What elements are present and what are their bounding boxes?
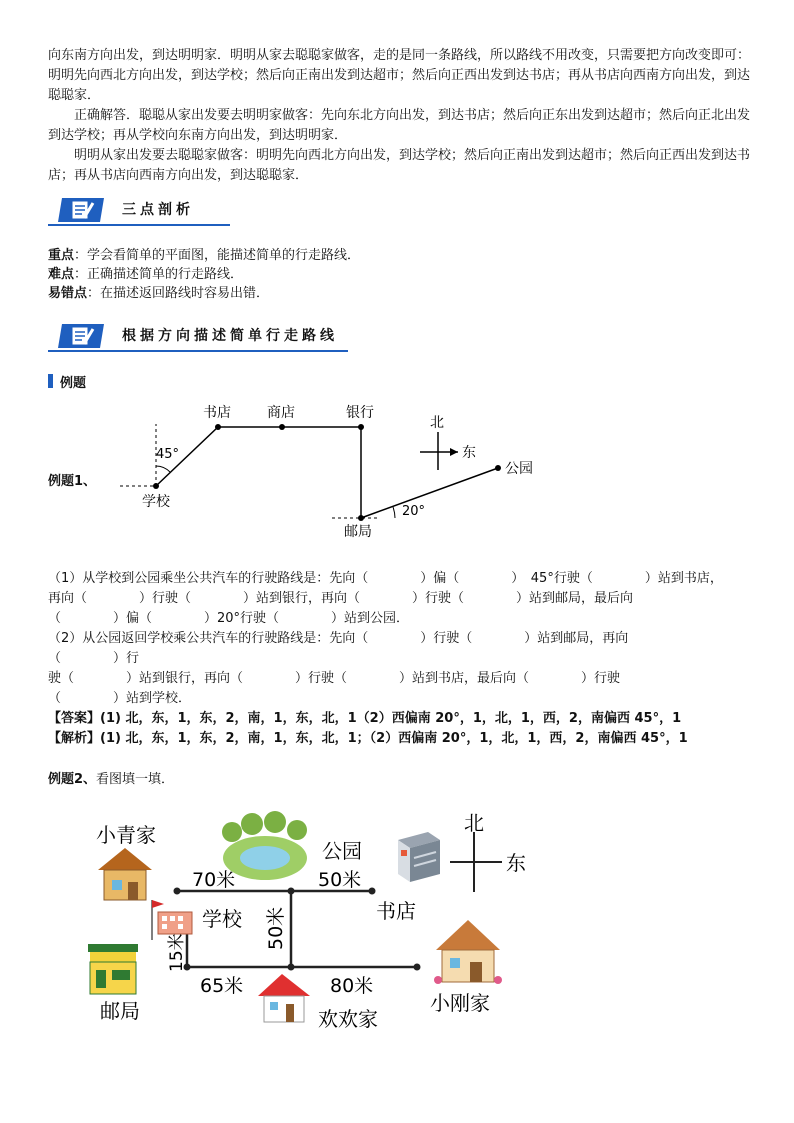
shop-point [279,424,285,430]
bookstore-point [215,424,221,430]
post-office-label: 邮局 [100,999,140,1023]
post-office-point [358,515,364,521]
answer-line [48,709,681,729]
post-office-building-icon [88,944,138,994]
compass-east-label: 东 [462,445,476,461]
xiaoqing-label: 小青家 [96,823,156,847]
xiaoqing-junction [174,888,181,895]
bus-route-map [110,400,550,545]
distance-65-label: 65米 [200,975,244,997]
intro-paragraph-3: 明明从家出发要去聪聪家做客：明明先向西北方向出发，到达学校；然后向正南出发到达超市；然后向正西出发到达书店；再从书店向西南方向出发，到达聪聪家． [48,148,751,183]
intro-paragraph-2: 正确解答．聪聪从家出发要去明明家做客：先向东北方向出发，到达书店；然后向正东出发到达超市；然后向正北出发到达学校；再从学校向东南方向出发，到达明明家． [48,108,751,143]
huanhuan-house-icon [258,974,310,1022]
q2-line-4: （ ）站到学校． [48,691,192,706]
school-label: 学校 [142,494,170,510]
difficulty-line [48,265,243,285]
park-label: 公园 [322,839,362,863]
example-2-label: 例题2、 [48,772,97,787]
example-heading: 例题 [60,376,87,391]
q2-line-1: （2）从公园返回学校乘公共汽车的行驶路线是：先向（ ）行驶（ ）站到邮局，再向 [48,631,629,646]
angle-arc-45 [156,466,170,472]
bookstore-junction [369,888,376,895]
analysis-line [48,729,688,749]
section-underline [48,224,230,226]
east-arrow-icon [450,448,458,456]
pitfall-text: ：在描述返回路线时容易出错． [87,286,270,301]
notebook-pencil-icon [58,320,104,350]
compass-north-label: 北 [430,415,444,431]
park-label: 公园 [505,461,533,477]
angle-45-label: 45° [156,447,180,462]
distance-50-top-label: 50米 [318,869,362,891]
section-title-analysis: 三点剖析 [122,202,194,218]
compass-north-label: 北 [464,811,484,835]
huanhuan-junction [288,964,295,971]
park-junction [288,888,295,895]
bookstore-label: 书店 [376,899,416,923]
angle-20-label: 20° [402,504,426,519]
example-2-line [48,770,174,790]
section-underline [48,350,348,352]
difficulty-text: ：正确描述简单的行走路线． [74,267,244,282]
answer-text: (1) 北，东，1，东，2，南，1，东，北，1（2）西偏南 20°，1，北，1，西，2，南偏西 45°，1 [100,711,682,726]
bookstore-label: 书店 [203,405,231,421]
q1-line-2: 再向（ ）行驶（ ）站到银行，再向（ ）行驶（ ）站到邮局，最后向 [48,591,634,606]
park-point [495,465,501,471]
notebook-pencil-icon [58,194,104,224]
post-office-label: 邮局 [344,524,372,540]
example-2-text: 看图填一填． [96,772,175,787]
distance-50-vertical-label: 50米 [265,906,287,950]
key-point-label: 重点 [48,248,75,263]
pitfall-line [48,284,269,304]
bookstore-building-icon [398,832,440,882]
pitfall-label: 易错点 [48,286,88,301]
example-1-label: 例题1、 [48,474,97,489]
key-point-line [48,246,360,266]
huanhuan-label: 欢欢家 [318,1007,378,1031]
analysis-label: 【解析】 [48,731,101,746]
shop-label: 商店 [267,405,295,421]
compass-east-label: 东 [506,851,526,875]
xiaogang-junction [414,964,421,971]
example-marker [48,374,53,388]
xiaogang-label: 小刚家 [430,991,490,1015]
xiaogang-house-icon [434,920,502,984]
analysis-text: (1) 北，东，1，东，2，南，1，东，北，1；（2）西偏南 20°，1，北，1，西，2，南偏西 45°，1 [100,731,688,746]
distance-70-label: 70米 [192,869,236,891]
key-point-text: ：学会看简单的平面图，能描述简单的行走路线． [74,248,361,263]
route-line [156,427,498,518]
school-point [153,483,159,489]
difficulty-label: 难点 [48,267,75,282]
angle-arc-20 [393,507,395,518]
intro-paragraph-1: 向东南方向出发，到达明明家．明明从家去聪聪家做客，走的是同一条路线，所以路线不用改变，只需要把方向改变即可：明明先向西北方向出发，到达学校；然后向正南出发到达超市；然后向正西出发到达书店；再从书店向西南方向出发，到达聪聪家． [48,48,751,103]
q1-line-1: （1）从学校到公园乘坐公共汽车的行驶路线是：先向（ ）偏（ ） 45°行驶（ ）站到书店， [48,571,723,586]
q2-line-3: 驶（ ）站到银行，再向（ ）行驶（ ）站到书店，最后向（ ）行驶 [48,671,621,686]
school-label: 学校 [202,907,242,931]
xiaoqing-house-icon [98,848,152,900]
distance-80-label: 80米 [330,975,374,997]
section-title-routes: 根据方向描述简单行走路线 [122,328,338,344]
q2-line-2: （ ）行 [48,651,140,666]
bank-label: 银行 [346,405,374,421]
q1-line-3: （ ）偏（ ）20°行驶（ ）站到公园． [48,611,410,626]
neighborhood-map [60,800,580,1045]
distance-15-label: 15米 [167,933,187,972]
bank-point [358,424,364,430]
answer-label: 【答案】 [48,711,101,726]
